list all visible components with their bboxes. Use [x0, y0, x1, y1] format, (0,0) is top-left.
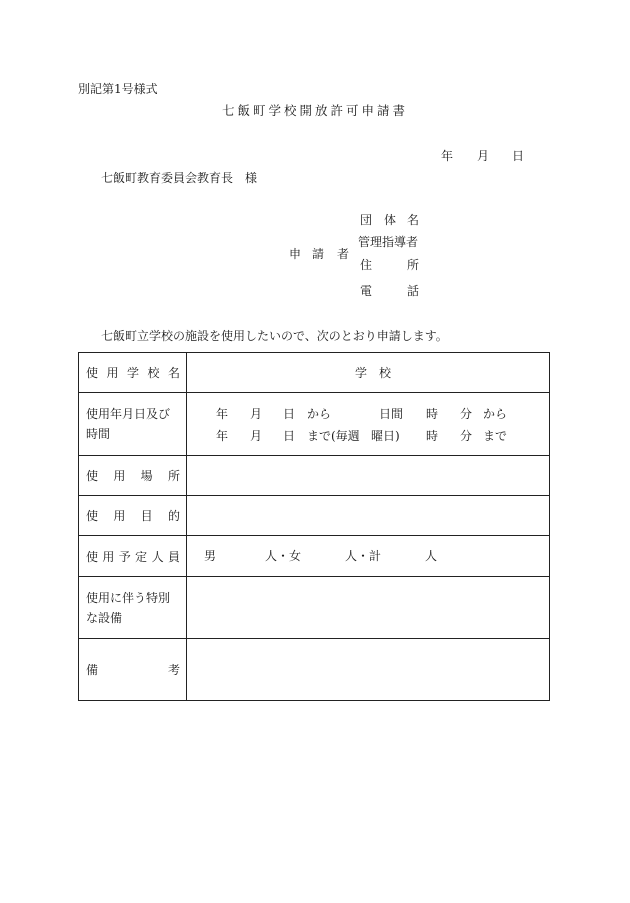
dt2-hour: 時 — [426, 429, 439, 443]
group-name-label-2: 体 — [384, 213, 397, 227]
row-place — [79, 456, 550, 496]
address-label-1: 住 — [360, 258, 373, 272]
date-year: 年 — [441, 149, 454, 163]
datetime-label — [79, 393, 187, 456]
purpose-label-char: 使 — [86, 509, 99, 523]
dt2-minute: 分 — [460, 429, 473, 443]
dt1-month: 月 — [250, 407, 263, 421]
datetime-label-line2: 時間 — [86, 427, 111, 441]
row-school — [79, 353, 550, 393]
people-person-total: 人・計 — [345, 549, 382, 563]
row-equipment — [79, 577, 550, 639]
row-datetime — [79, 393, 550, 456]
place-label-char: 所 — [167, 469, 180, 483]
applicant-label-3: 者 — [337, 247, 350, 261]
school-label-char: 校 — [147, 366, 160, 380]
remarks-label-char: 備 — [86, 663, 99, 677]
dt2-day: 日 — [283, 429, 296, 443]
form-number: 別記第1号様式 — [78, 82, 158, 96]
phone-label-2: 話 — [407, 284, 420, 298]
group-name-label-3: 名 — [407, 213, 420, 227]
people-value-cell[interactable] — [187, 536, 550, 577]
people-male: 男 — [204, 549, 217, 563]
school-label-char: 名 — [167, 366, 180, 380]
dt2-until-weekly: まで(毎週 — [307, 429, 360, 443]
datetime-value-cell[interactable] — [187, 393, 550, 456]
dt1-year: 年 — [216, 407, 229, 421]
equipment-value-cell[interactable] — [187, 577, 550, 639]
dt1-days: 日間 — [379, 407, 404, 421]
school-label-char: 用 — [106, 366, 119, 380]
intro-text: 七飯町立学校の施設を使用したいので、次のとおり申請します。 — [101, 329, 448, 343]
dt1-from2: から — [483, 407, 508, 421]
people-label-char: 人 — [151, 549, 164, 564]
row-people — [79, 536, 550, 577]
place-label-char: 使 — [86, 469, 99, 483]
purpose-label-char: 用 — [113, 509, 126, 523]
purpose-label-char: 的 — [167, 509, 180, 523]
applicant-label-2: 請 — [312, 247, 325, 261]
phone-label-1: 電 — [360, 284, 373, 298]
dt1-hour: 時 — [426, 407, 439, 421]
dt2-until: まで — [483, 429, 508, 443]
address-label-2: 所 — [407, 258, 420, 272]
remarks-label — [79, 639, 187, 701]
remarks-value-cell[interactable] — [187, 639, 550, 701]
dt2-weekday: 曜日) — [371, 429, 400, 443]
school-value-cell[interactable] — [187, 353, 550, 393]
people-label — [79, 536, 187, 577]
application-table — [78, 352, 550, 701]
date-day: 日 — [512, 149, 525, 163]
purpose-label — [79, 496, 187, 536]
group-name-label-1: 団 — [360, 213, 373, 227]
people-person-female: 人・女 — [265, 549, 302, 563]
place-label-char: 用 — [113, 469, 126, 483]
dt2-year: 年 — [216, 429, 229, 443]
equipment-label — [79, 577, 187, 639]
people-label-char: 予 — [118, 549, 131, 564]
school-label-char: 使 — [86, 366, 99, 380]
addressee: 七飯町教育委員会教育長 様 — [101, 171, 258, 185]
people-label-char: 使 — [86, 549, 99, 564]
people-person: 人 — [425, 549, 438, 563]
equipment-label-line2: な設備 — [86, 610, 123, 625]
page-title: 七飯町学校開放許可申請書 — [222, 103, 409, 118]
people-label-char: 員 — [167, 549, 180, 564]
school-label — [79, 353, 187, 393]
people-label-char: 用 — [102, 549, 115, 564]
manager-label: 管理指導者 — [358, 235, 419, 249]
dt2-month: 月 — [250, 429, 263, 443]
school-value: 学 校 — [355, 366, 392, 380]
dt1-day: 日 — [283, 407, 296, 421]
school-label-char: 学 — [126, 366, 139, 380]
purpose-label-char: 目 — [140, 509, 153, 523]
equipment-label-line1: 使用に伴う特別 — [86, 590, 171, 605]
remarks-label-char: 考 — [167, 663, 180, 677]
row-remarks — [79, 639, 550, 701]
people-label-char: 定 — [135, 549, 148, 564]
dt1-from: から — [307, 407, 332, 421]
datetime-label-line1: 使用年月日及び — [86, 407, 171, 421]
applicant-label-1: 申 — [289, 247, 302, 261]
dt1-minute: 分 — [460, 407, 473, 421]
place-label-char: 場 — [140, 469, 153, 483]
date-month: 月 — [477, 149, 490, 163]
place-label — [79, 456, 187, 496]
place-value-cell[interactable] — [187, 456, 550, 496]
row-purpose — [79, 496, 550, 536]
purpose-value-cell[interactable] — [187, 496, 550, 536]
